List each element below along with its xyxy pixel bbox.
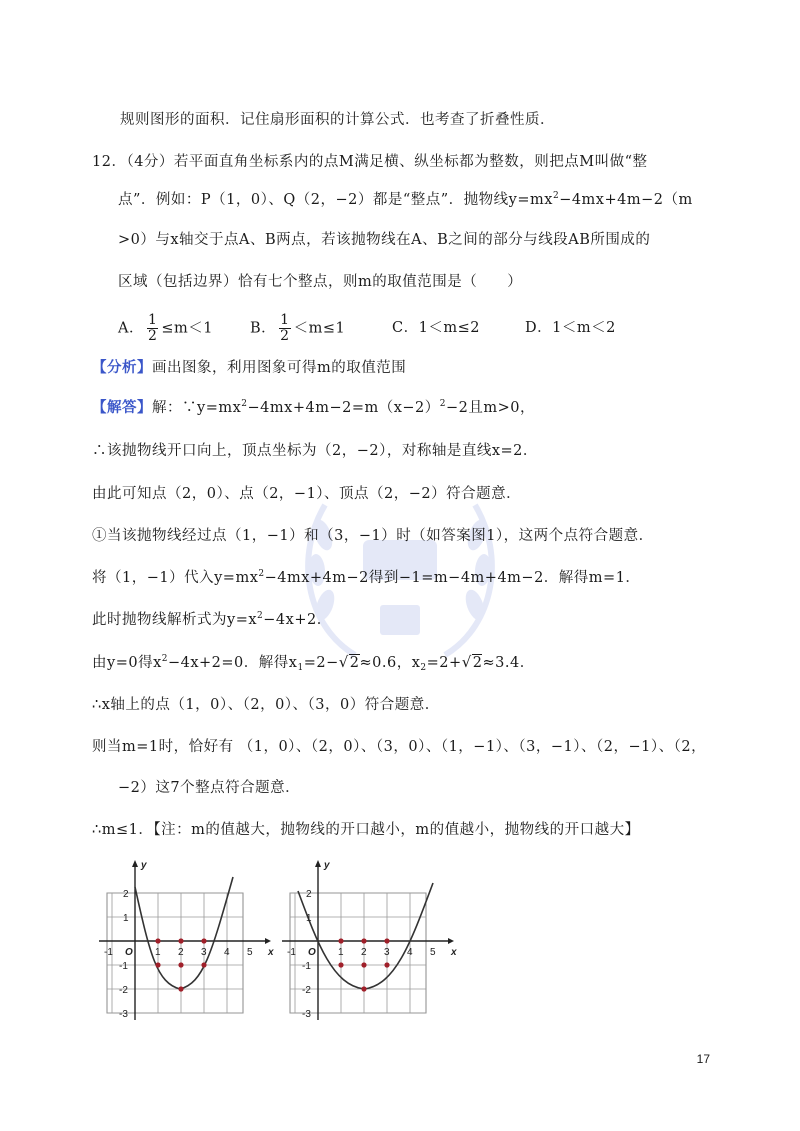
fraction-one-half: $\frac{1}{2}$: [280, 312, 290, 344]
solution-line-5: 将（1，−1）代入$y=mx^2-4mx+4m-2$得到−1=m−4m+4m−2．解得m=1．: [92, 569, 641, 586]
origin-label: O: [125, 947, 133, 958]
solution-line-4: ①当该抛物线经过点（1，−1）和（3，−1）时（如答案图1），这两个点符合题意．: [92, 528, 654, 544]
solution-line-2: ∴该抛物线开口向上，顶点坐标为（2，−2），对称轴是直线x=2．: [92, 443, 538, 459]
y-tick: -1: [119, 961, 128, 972]
x-tick: 2: [361, 947, 367, 958]
x-tick: 4: [224, 947, 230, 958]
y-axis-label: y: [141, 860, 147, 871]
solution-line-7: 由y=0得$x^2-4x+2=0$．解得$x_1=2-√2\approx 0.6$，$x_2=2+√2\approx 3.4$．: [92, 653, 535, 673]
x-tick: 2: [178, 947, 184, 958]
solution-line-9: 则当m=1时，恰好有 （1，0）、（2，0）、（3，0）、（1，−1）、（3，−1）、（2，−1）、（2，: [92, 739, 707, 755]
y-tick: 1: [306, 913, 312, 924]
y-tick: 2: [306, 889, 312, 900]
fraction-one-half: $\frac{1}{2}$: [147, 312, 158, 344]
y-tick: 2: [123, 889, 129, 900]
origin-label: O: [308, 947, 316, 958]
page-number: 17: [696, 1052, 710, 1066]
option-a: A． $\frac{1}{2}$ ≤m＜1: [118, 312, 214, 344]
x-tick: 3: [201, 947, 207, 958]
option-b: B． $\frac{1}{2}$ ＜m≤1: [250, 312, 346, 344]
solution-line-11: ∴m≤1．【注：m的值越大，抛物线的开口越小，m的值越小，抛物线的开口越大】: [92, 822, 640, 838]
y-tick: -3: [119, 1009, 128, 1020]
y-tick: -2: [302, 985, 311, 996]
y-tick: 1: [123, 913, 129, 924]
parabola-figure-2: [278, 855, 468, 1025]
question-12-line-3: >0）与x轴交于点A、B两点，若该抛物线在A、B之间的部分与线段AB所围成的: [118, 232, 651, 248]
solution-line-8: ∴x轴上的点（1，0）、（2，0）、（3，0）符合题意．: [92, 697, 440, 713]
y-tick: -2: [119, 985, 128, 996]
y-tick: -1: [302, 961, 311, 972]
question-12-line-2: 点”．例如：P（1，0）、Q（2，−2）都是“整点”．抛物线$y=mx^2-4mx+4m-2(m$: [118, 191, 693, 208]
prev-solution-ending: 规则图形的面积．记住扇形面积的计算公式．也考查了折叠性质．: [120, 112, 555, 128]
y-tick: -3: [302, 1009, 311, 1020]
solution-line-1: 【解答】解：$\because y=mx^2-4mx+4m-2=m(x-2)^2-2$且m>0，: [92, 399, 536, 416]
option-d: D．1＜m＜2: [525, 320, 616, 336]
x-tick: 5: [430, 947, 436, 958]
parabola-figure-1: [95, 855, 285, 1025]
solution-tag: 【解答】: [92, 399, 152, 416]
x-tick: 4: [407, 947, 413, 958]
y-axis-label: y: [324, 860, 330, 871]
x-axis-label: x: [268, 947, 274, 958]
x-tick: 5: [247, 947, 253, 958]
analysis-line: 【分析】画出图象，利用图象可得m的取值范围: [92, 359, 407, 376]
solution-line-10: −2）这7个整点符合题意．: [118, 780, 301, 796]
parabola-curve: [135, 877, 233, 989]
question-12-line-4: 区域（包括边界）恰有七个整点，则m的取值范围是（ ）: [118, 274, 523, 290]
solution-line-6: 此时抛物线解析式为$y=x^2-4x+2$．: [92, 611, 332, 628]
x-tick: -1: [287, 947, 296, 958]
x-axis-label: x: [451, 947, 457, 958]
question-12-line-1: 12．（4分）若平面直角坐标系内的点M满足横、纵坐标都为整数，则把点M叫做“整: [92, 154, 648, 170]
analysis-tag: 【分析】: [92, 359, 152, 376]
x-tick: 1: [155, 947, 161, 958]
x-tick: 3: [384, 947, 390, 958]
x-tick: -1: [104, 947, 113, 958]
solution-line-3: 由此可知点（2，0）、点（2，−1）、顶点（2，−2）符合题意．: [92, 486, 522, 502]
option-c: C．1＜m≤2: [392, 320, 480, 336]
x-tick: 1: [338, 947, 344, 958]
